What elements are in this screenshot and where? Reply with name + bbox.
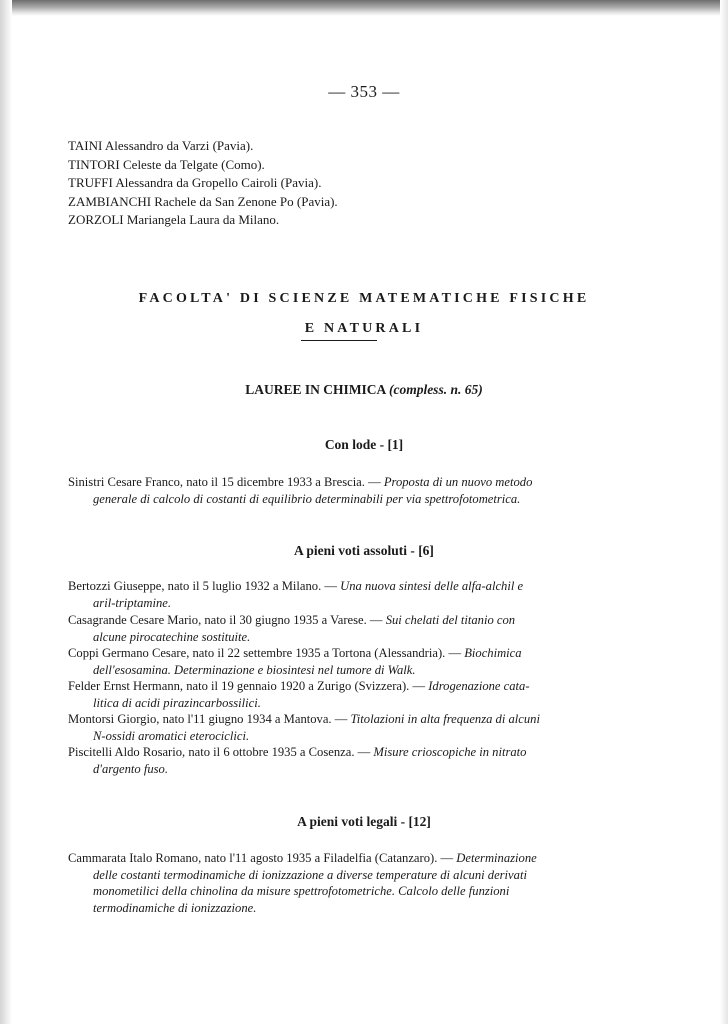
scan-right-edge — [720, 0, 728, 1024]
list-item — [68, 474, 613, 507]
list-item — [68, 744, 613, 777]
section-title: LAUREE IN CHIMICA — [245, 382, 386, 397]
entry-thesis-title-cont: litica di acidi pirazincarbossilici. — [93, 695, 261, 710]
entry-thesis-title: Proposta di un nuovo metodo — [383, 475, 533, 489]
entry-text: Montorsi Giorgio, nato l'11 giugno 1934 a Mantova. — — [68, 712, 348, 726]
entry-thesis-title: Sui chelati del titanio con — [385, 613, 516, 627]
entry-text: Sinistri Cesare Franco, nato il 15 dicembre 1933 a Brescia. — — [68, 475, 381, 489]
entry-text: Bertozzi Giuseppe, nato il 5 luglio 1932 a Milano. — — [68, 579, 337, 593]
divider — [301, 340, 377, 341]
entry-text: Casagrande Cesare Mario, nato il 30 giugno 1935 a Varese. — — [68, 613, 383, 627]
entry-thesis-title-cont: delle costanti termodinamiche di ionizzazione a diverse temperature di alcuni derivati — [93, 867, 527, 882]
faculty-title-line1: FACOLTA' DI SCIENZE MATEMATICHE FISICHE — [138, 291, 590, 306]
scan-top-edge — [0, 0, 728, 16]
entry-thesis-title: Idrogenazione cata- — [428, 679, 530, 693]
list-item — [68, 850, 613, 916]
entry-text: Felder Ernst Hermann, nato il 19 gennaio 1920 a Zurigo (Svizzera). — — [68, 679, 426, 693]
list-item — [68, 612, 613, 645]
list-item: TINTORI Celeste da Telgate (Como). — [68, 156, 265, 172]
group-heading-pieni-legali: A pieni voti legali - [12] — [297, 814, 431, 829]
list-item — [68, 578, 613, 611]
entry-thesis-title-cont: aril-triptamine. — [93, 595, 172, 610]
entry-thesis-title-cont: generale di calcolo di costanti di equilibrio determinabili per via spettrofotometrica. — [93, 491, 521, 506]
group-heading-con-lode: Con lode - [1] — [324, 437, 404, 452]
list-item: TRUFFI Alessandra da Gropello Cairoli (Pavia). — [68, 175, 322, 190]
page-number: — 353 — — [328, 82, 400, 101]
scan-left-edge — [0, 0, 12, 1024]
entry-thesis-title-cont: N-ossidi aromatici eterociclici. — [93, 728, 250, 743]
section-heading — [0, 382, 728, 398]
faculty-title — [0, 284, 728, 344]
entry-thesis-title: Titolazioni in alta frequenza di alcuni — [350, 712, 540, 726]
entry-thesis-title-cont: d'argento fuso. — [93, 761, 168, 776]
entry-text: Cammarata Italo Romano, nato l'11 agosto 1935 a Filadelfia (Catanzaro). — — [68, 851, 454, 865]
entry-text: Coppi Germano Cesare, nato il 22 settembre 1935 a Tortona (Alessandria). — — [68, 646, 462, 660]
group-heading-pieni-assoluti: A pieni voti assoluti - [6] — [294, 543, 434, 558]
section-count: (compless. n. 65) — [388, 382, 483, 397]
list-item — [68, 678, 613, 711]
list-item: ZORZOLI Mariangela Laura da Milano. — [68, 212, 280, 227]
entry-thesis-title-cont: alcune pirocatechine sostituite. — [93, 629, 251, 644]
entry-thesis-title: Determinazione — [456, 851, 537, 865]
entry-thesis-title: Biochimica — [464, 646, 522, 660]
entry-thesis-title-cont: termodinamiche di ionizzazione. — [93, 900, 257, 915]
entry-thesis-title-cont: dell'esosamina. Determinazione e biosintesi nel tumore di Walk. — [93, 662, 416, 677]
list-item: ZAMBIANCHI Rachele da San Zenone Po (Pavia). — [68, 193, 338, 209]
list-item — [68, 711, 613, 744]
student-list — [68, 137, 338, 230]
entry-text: Piscitelli Aldo Rosario, nato il 6 ottobre 1935 a Cosenza. — — [68, 745, 371, 759]
entry-thesis-title-cont: monometilici della chinolina da misure spettrofotometriche. Calcolo delle funzioni — [93, 884, 510, 899]
entry-thesis-title: Misure crioscopiche in nitrato — [373, 745, 527, 759]
entry-thesis-title: Una nuova sintesi delle alfa-alchil e — [340, 579, 524, 593]
list-item — [68, 645, 613, 678]
list-item: TAINI Alessandro da Varzi (Pavia). — [68, 138, 254, 153]
faculty-title-line2: E NATURALI — [304, 321, 424, 336]
